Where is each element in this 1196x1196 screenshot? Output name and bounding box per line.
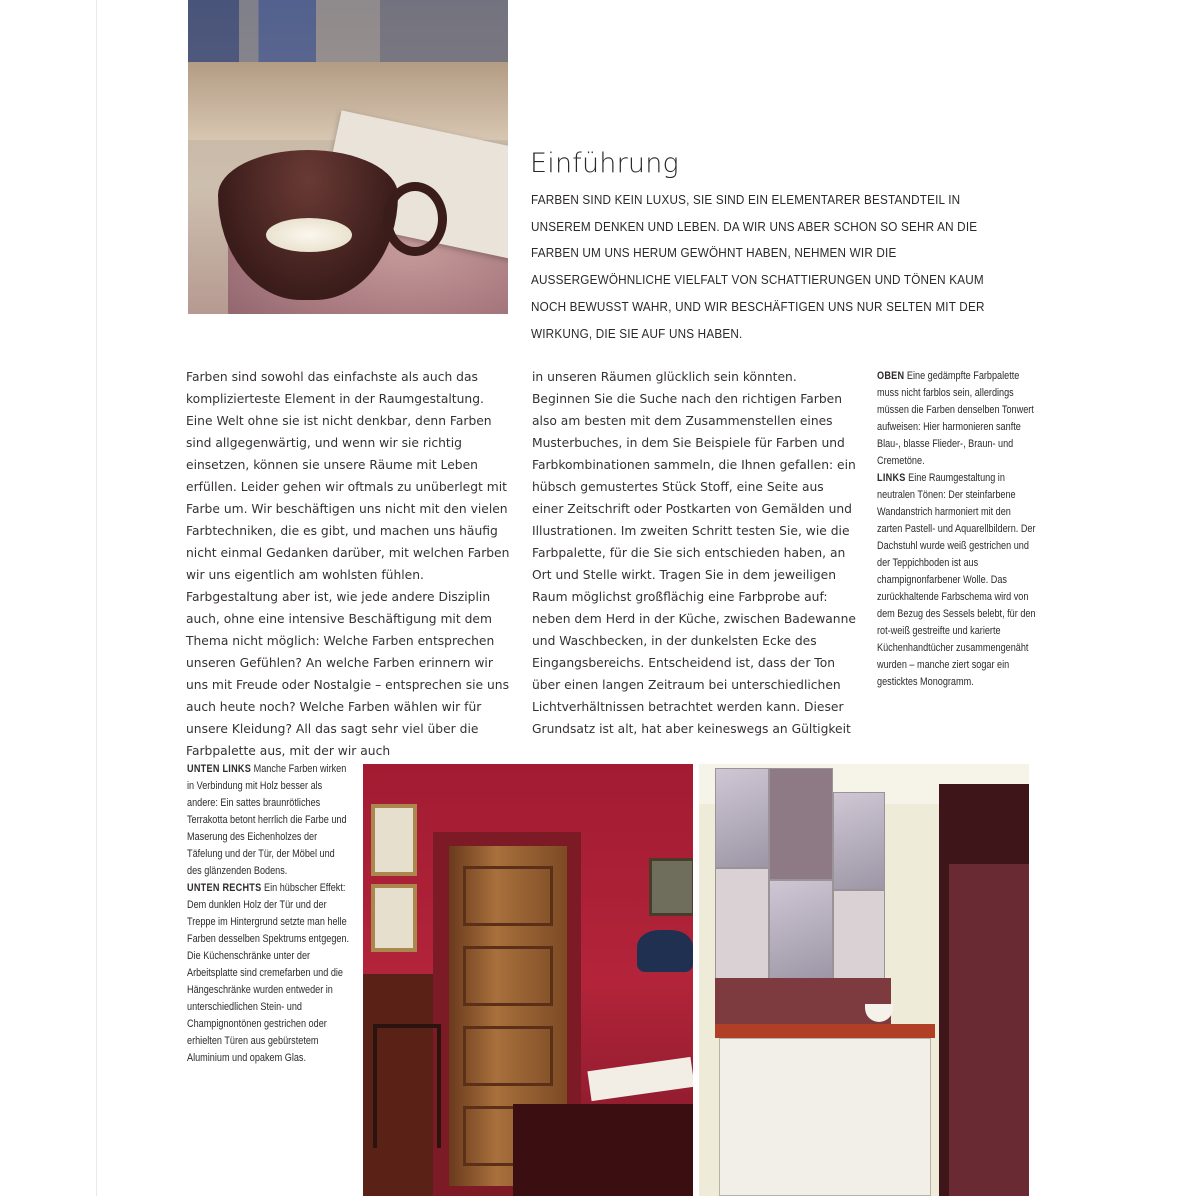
article-intro: FARBEN SIND KEIN LUXUS, SIE SIND EIN ELEMENTARER BESTANDTEIL IN UNSEREM DENKEN UND LEBEN. DA WIR UNS ABER SCHON SO SEHR AN DIE FARBEN UM UNS HERUM GEWÖHNT HABEN, NEHMEN WIR DIE AUSSERGEWÖHNLICHE VIELFALT VON SCHATTIERUNGEN UND TÖNEN KAUM NOCH BEWUSST WAHR, UND WIR BESCHÄFTIGEN UNS NUR SELTEN MIT DER WIRKUNG, DIE SIE AUF UNS HABEN. <box>531 193 985 341</box>
caption-right <box>877 368 1037 691</box>
photo-kitchen <box>699 764 1029 1196</box>
caption-label: LINKS <box>877 472 906 484</box>
photo-milk <box>266 218 352 252</box>
page-gutter-line <box>96 0 97 1196</box>
photo-base-cabinet <box>719 1038 931 1196</box>
photo-picture-frame <box>371 804 417 876</box>
caption-text: Manche Farben wirken in Verbindung mit Holz besser als andere: Ein sattes braunrötliches Terrakotta betont herrlich die Farbe und Maserung des Eichenholzes der Täfelung und der Tür, der Möbel und des glänzenden Bodens. <box>187 763 347 877</box>
photo-wall-cabinet <box>715 768 769 868</box>
caption-links <box>877 470 1037 691</box>
caption-oben <box>877 368 1037 470</box>
caption-text: Eine gedämpfte Farbpalette muss nicht farblos sein, allerdings müssen die Farben denselben Tonwert aufweisen: Hier harmonieren sanfte Blau-, blasse Flieder-, Braun- und Cremetöne. <box>877 370 1034 467</box>
photo-picture-frame <box>371 884 417 952</box>
photo-counter <box>715 1024 935 1038</box>
body-column-2: in unseren Räumen glücklich sein könnten. Beginnen Sie die Suche nach den richtigen Farben also am besten mit dem Zusammenstellen eines Musterbuches, in dem Sie Beispiele für Farben und Farbkombinationen sammeln, die Ihnen gefallen: ein hübsch gemustertes Stück Stoff, eine Seite aus einer Zeitschrift oder Postkarten von Gemälden und Illustrationen. Im zweiten Schritt testen Sie, wie die Farbpalette, für die Sie sich entschieden haben, an Ort und Stelle wirkt. Tragen Sie in dem jeweiligen Raum möglichst großflächig eine Farbprobe auf: neben dem Herd in der Küche, zwischen Badewanne und Waschbecken, in der dunkelsten Ecke des Eingangsbereichs. Entscheidend ist, dass der Ton über einen langen Zeitraum bei unterschiedlichen Lichtverhältnissen betrachtet werden kann. Dieser Grundsatz ist alt, hat aber keineswegs an Gültigkeit <box>532 370 856 736</box>
caption-unten-links <box>187 761 350 880</box>
caption-bottom <box>187 761 350 1067</box>
photo-wall-cabinet <box>833 792 885 890</box>
door-panel <box>463 1026 553 1086</box>
photo-terracotta-dining-room <box>363 764 693 1196</box>
photo-cup-handle <box>383 182 447 256</box>
body-column-1: Farben sind sowohl das einfachste als auch das komplizierteste Element in der Raumgestaltung. Eine Welt ohne sie ist nicht denkbar, denn Farben sind allgegenwärtig, und wenn wir sie richtig einsetzen, können sie unsere Räume mit Leben erfüllen. Leider gehen wir oftmals zu unüberlegt mit Farbe um. Wir beschäftigen uns nicht mit den vielen Farbtechniken, die es gibt, und machen uns häufig nicht einmal Gedanken darüber, mit welchen Farben wir uns eigentlich am wohlsten fühlen. Farbgestaltung aber ist, wie jede andere Disziplin auch, ohne eine intensive Beschäftigung mit dem Thema nicht möglich: Welche Farben entsprechen unseren Gefühlen? An welche Farben erinnern wir uns mit Freude oder Nostalgie – entsprechen sie uns auch heute noch? Welche Farben wählen wir für unsere Kleidung? All das sagt sehr viel über die Farbpalette aus, mit der wir auch <box>186 370 510 758</box>
door-panel <box>463 946 553 1006</box>
door-panel <box>463 866 553 926</box>
photo-wall-cabinet <box>769 768 833 880</box>
page-margin <box>0 0 97 1196</box>
caption-label: OBEN <box>877 370 905 382</box>
photo-wall-cabinet <box>769 880 833 980</box>
caption-text: Ein hübscher Effekt: Dem dunklen Holz der Tür und der Treppe im Hintergrund setzte man helle Farben desselben Spektrums entgegen. Die Küchenschränke unter der Arbeitsplatte sind cremefarben und die Hängeschränke wurden entweder in unterschiedlichen Stein- und Champignontönen gestrichen oder erhielten Türen aus gebürstetem Aluminium und opakem Glas. <box>187 882 350 1064</box>
photo-wall-cabinet <box>833 890 885 980</box>
photo-open-book <box>587 1057 693 1101</box>
photo-chair <box>373 1024 441 1148</box>
photo-cup-still-life <box>188 0 508 314</box>
caption-unten-rechts <box>187 880 350 1067</box>
article-title: Einführung <box>530 148 679 179</box>
photo-table <box>513 1104 693 1196</box>
photo-stair-wall <box>949 864 1029 1196</box>
photo-lamp <box>637 930 693 972</box>
photo-picture-frame <box>649 858 693 916</box>
caption-label: UNTEN RECHTS <box>187 882 262 894</box>
caption-label: UNTEN LINKS <box>187 763 252 775</box>
photo-wall-cabinet <box>715 868 769 980</box>
caption-text: Eine Raumgestaltung in neutralen Tönen: Der steinfarbene Wandanstrich harmoniert mit den zarten Pastell- und Aquarellbildern. Der Dachstuhl wurde weiß gestrichen und der Teppichboden ist aus champignonfarbener Wolle. Das zurückhaltende Farbschema wird von dem Bezug des Sessels belebt, für den rot-weiß gestreifte und karierte Küchenhandtücher zusammengenäht wurden – manche ziert sogar ein gesticktes Monogramm. <box>877 472 1036 688</box>
photo-bookshelf <box>188 0 508 62</box>
